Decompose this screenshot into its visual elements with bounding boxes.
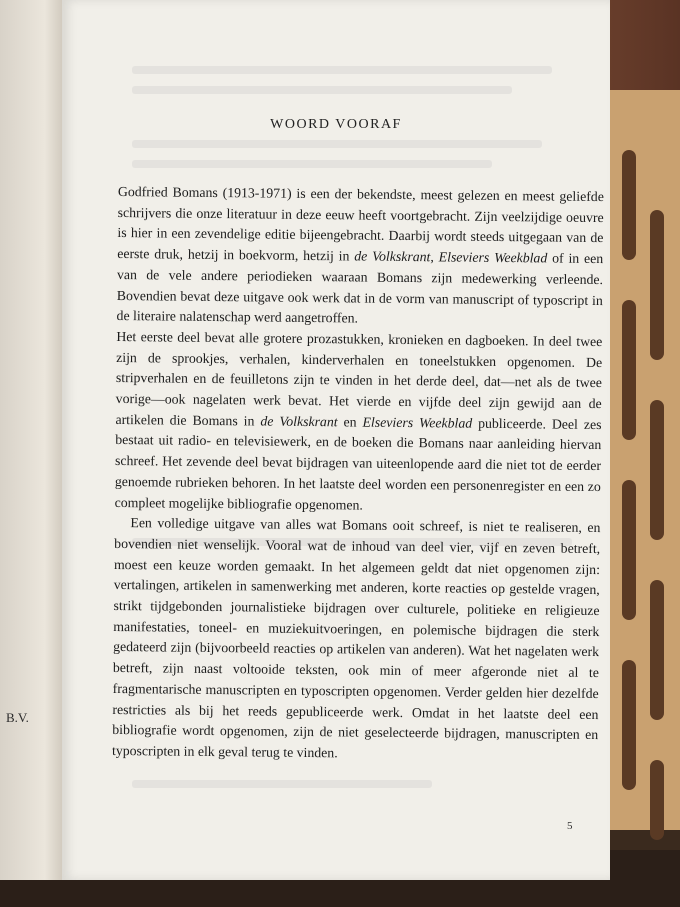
page-heading: WOORD VOORAF (270, 117, 402, 132)
paragraph (112, 513, 601, 767)
bleed-through-line (132, 140, 542, 148)
text-segment: publiceerde. Deel zes bestaat uit radio- en televisiewerk, en de boeken die Bomans naar aanleiding hiervan schreef. Het zevende deel bevat bijdragen van uiteenlopende aard die niet tot de eerder genoemde rubrieken behoren. In het laatste deel worden een personenregister en een zo compleet mogelijke bibliografie opgenomen. (114, 415, 602, 513)
bleed-through-line (132, 780, 432, 788)
italic-title: de Volkskrant (260, 413, 338, 430)
text-segment: en (337, 414, 363, 430)
text-segment: of in een van de vele andere periodieken waaraan Bomans zijn medewerking verleende. Bovendien bevat deze uitgave ook werk dat in de vorm van manuscript of typoscript in de literaire nalatenschap werd aangetroffen. (116, 250, 604, 326)
left-page (0, 0, 65, 880)
page-number: 5 (567, 820, 573, 832)
text-segment: Godfried Bomans (1913-1971) is een der bekendste, meest gelezen en meest geliefde schrijvers die onze literatuur in deze eeuw heeft voortgebracht. Zijn veelzijdige oeuvre is hier in een zevendelige editie bijeengebracht. Daarbij wordt steeds uitgegaan van de eerste druk, hetzij in boekvorm, hetzij in (117, 183, 604, 264)
italic-title: de Volkskrant, Elseviers Weekblad (354, 248, 548, 266)
left-page-margin-text: B.V. (6, 710, 29, 725)
text-segment: Een volledige uitgave van alles wat Bomans ooit schreef, is niet te realiseren, en bovendien niet wenselijk. Vooral wat de inhoud van deel vier, vijf en zeven betreft, moest een keuze worden gemaakt. In het algemeen geldt dat niet opgenomen zijn: vertalingen, artikelen in samenwerking met anderen, korte reacties op gestelde vragen, strikt tijdgebonden journalistieke bijdragen over culturele, politieke en religieuze manifestaties, toneel- en muziekuitvoeringen, en polemische bijdragen die sterk gedateerd zijn (bijvoorbeeld reacties op artikelen van anderen). Wat het nagelaten werk betreft, zijn naast voltooide teksten, ook min of meer afgeronde niet al te fragmentarische manuscripten en typoscripten opgenomen. Verder gelden hier dezelfde restricties als bij het reeds gepubliceerde werk. Omdat in het laatste deel een bibliografie wordt opgenomen, zijn de niet geselecteerde bijdragen, manuscripten en typoscripten in elk geval terug te vinden. (111, 515, 601, 761)
italic-title: Elseviers Weekblad (362, 414, 473, 431)
book-page (62, 0, 610, 880)
wooden-book-stand (600, 90, 680, 830)
paragraph (115, 327, 603, 518)
bleed-through-line (132, 86, 512, 94)
bleed-through-line (132, 66, 552, 74)
bleed-through-line (132, 160, 492, 168)
text-segment: Het eerste deel bevat alle grotere prozastukken, kronieken en dagboeken. In deel twee zijn de sprookjes, verhalen, kinderverhalen en toneelstukken opgenomen. De stripverhalen en de feuilletons zijn te vinden in het derde deel, dat—net als de twee vorige—ook nagelaten werk bevat. Het vierde en vijfde deel zijn gewijd aan de artikelen die Bomans in (115, 328, 603, 429)
body-text (112, 182, 604, 767)
paragraph (116, 182, 603, 332)
